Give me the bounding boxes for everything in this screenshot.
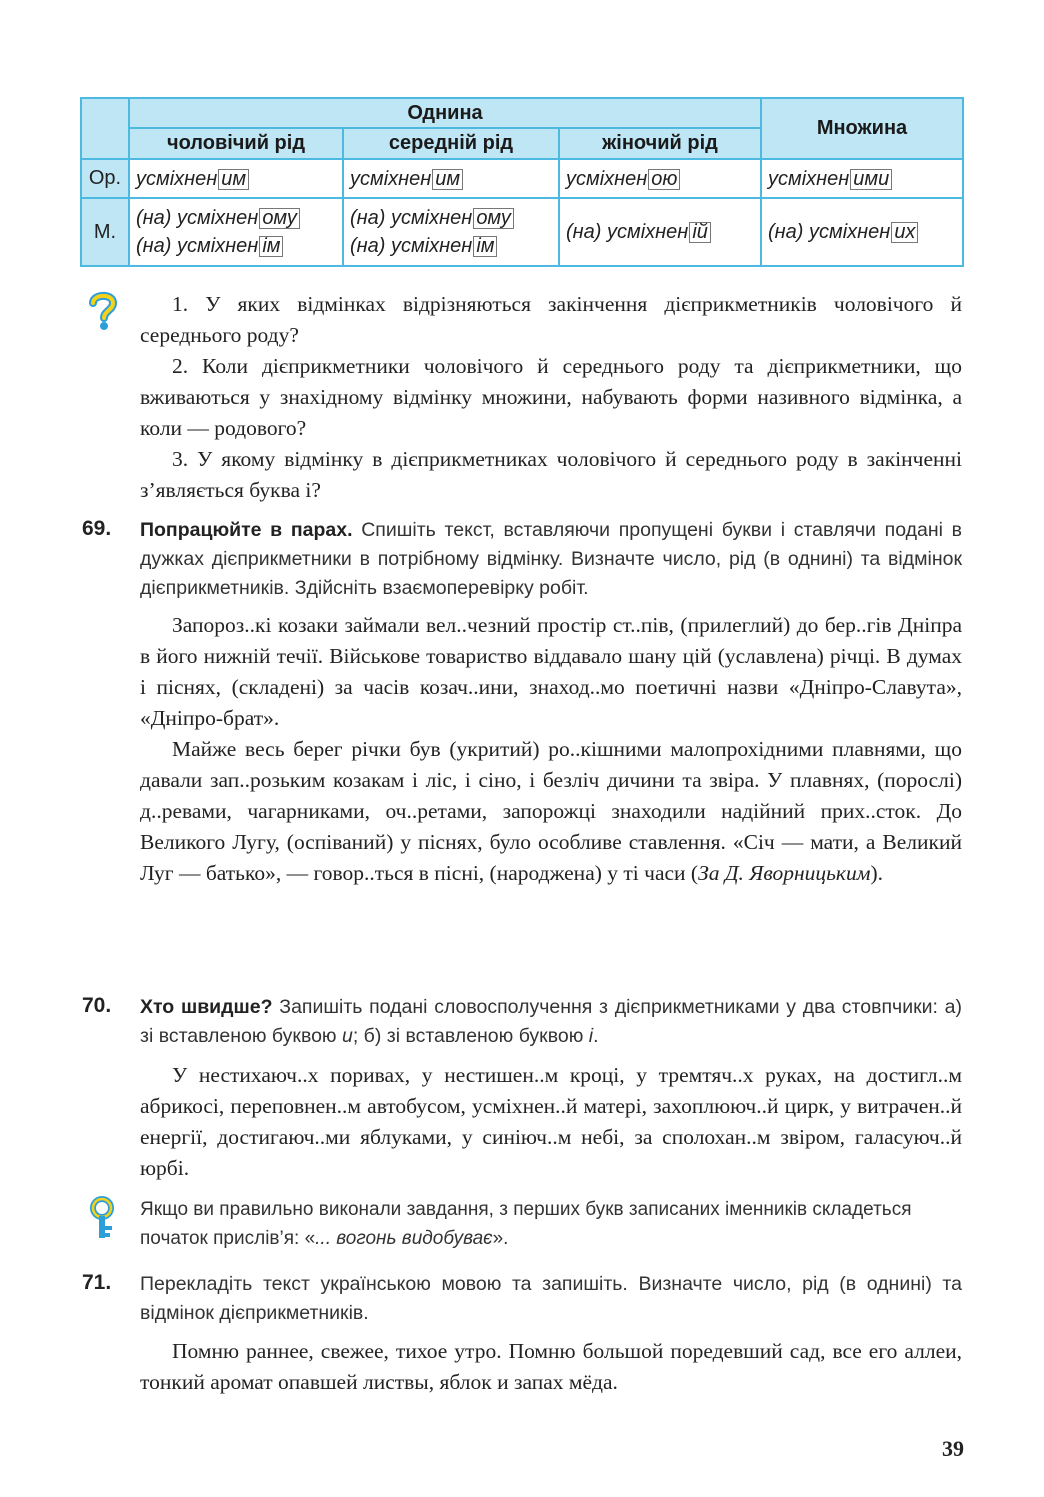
prep: (на) [350,207,392,229]
exercise-69-text [140,610,962,889]
exercise-70-title: Хто швидше? [140,996,273,1018]
cell-ins-fem [559,159,761,198]
note-end: ». [492,1228,509,1249]
prep: (на) [136,235,178,257]
key-icon [86,1196,122,1242]
header-masculine: чоловічий рід [129,128,343,159]
cell-loc-neut [343,198,559,266]
ending-box: ім [473,236,497,257]
page-number: 39 [942,1436,964,1461]
header-plural: Множина [761,98,963,159]
exercise-69-task [140,516,962,603]
hint-note [140,1195,962,1253]
source-author: За Д. Яворницьким [698,861,871,885]
declension-table [80,97,964,267]
question-mark-icon [86,290,120,332]
cell-ins-plural [761,159,963,198]
letter-y: и [341,1025,353,1047]
task-part: ; б) зі вставленою буквою [352,1025,589,1047]
prep: (на) [136,207,178,229]
exercise-71-number: 71. [82,1271,112,1294]
stem: усміхнен [350,167,432,190]
stem: усміхнен [177,235,259,257]
questions-block [140,289,962,506]
exercise-70-number: 70. [82,994,112,1017]
exercise-70-phrases: У нестихаюч..х поривах, у нестишен..м кроці, у тремтяч..х руках, на достигл..м абрикосі, переповнен..м автобусом, усміхнен..й матері, захоплююч..й цирк, у витрачен..й енергії, достигаюч..ми яблуками, у синіюч..м небі, за сполохан..м звіром, галасуюч..й юрбі. [140,1063,962,1180]
stem: усміхнен [607,221,689,243]
cell-ins-neut [343,159,559,198]
stem: усміхнен [391,235,473,257]
question-2: 2. Коли дієприкметники чоловічого й середнього роду та дієприкметники, що вживаються у знахідному відмінку множини, набувають форми називного відмінка, а коли — родового? [140,354,962,440]
exercise-69-paragraph-2 [140,734,962,889]
note-quote: ... вогонь видобуває [315,1228,493,1249]
exercise-69-number: 69. [82,517,112,540]
case-label: Ор. [81,159,129,198]
cell-loc-masc [129,198,343,266]
task-part: . [593,1025,599,1047]
question-1: 1. У яких відмінках відрізняються закінчення дієприкметників чоловічого й середнього роду? [140,292,962,347]
header-singular: Однина [129,98,761,128]
cell-loc-fem [559,198,761,266]
table-corner [81,98,129,159]
prep: (на) [350,235,392,257]
exercise-70-text [140,1060,962,1184]
ending-box: их [891,222,918,243]
ending-box: ому [473,208,514,229]
prep: (на) [566,221,608,243]
task-part: Запишіть подані словосполучення з дієприкметниками у два стовпчики: а) зі вставленою буквою [140,996,962,1047]
exercise-71-task: Перекладіть текст українською мовою та запишіть. Визначте число, рід (в однині) та відмінок дієприкметників. [140,1273,962,1324]
exercise-70-task [140,993,962,1051]
stem: усміхнен [391,207,473,229]
stem: усміхнен [566,167,648,190]
ending-box: ому [259,208,300,229]
cell-ins-masc [129,159,343,198]
note-text: Якщо ви правильно виконали завдання, з перших букв записаних іменників складеться початок прислів’я: « [140,1199,912,1249]
exercise-69-title: Попрацюйте в парах. [140,519,353,541]
exercise-71-text [140,1336,962,1398]
exercise-71-russian-text: Помню раннее, свежее, тихое утро. Помню большой поредевший сад, все его аллеи, тонкий аромат опавшей листвы, яблок и запах мёда. [140,1339,962,1394]
paragraph-text: Майже весь берег річки був (укритий) ро..кішними малопрохідними плавнями, що давали зап..розьким козакам і ліс, і сіно, і безліч дичини та звіра. У плавнях, (порослі) д..ревами, чагарниками, оч..ретами, запорожці знаходили надійний прих..сток. До Великого Лугу, (оспіваний) у піснях, було особливе ставлення. «Січ — мати, а Великий Луг — батько», — говор..ться в пісні, (народжена) у ті часи ( [140,737,962,885]
stem: усміхнен [136,167,218,190]
header-neuter: середній рід [343,128,559,159]
stem: усміхнен [177,207,259,229]
ending-box: ім [259,236,283,257]
exercise-69-paragraph-1: Запороз..кі козаки займали вел..чезний простір ст..пів, (прилеглий) до бер..гів Дніпра в його нижній течії. Військове товариство віддавало шану цій (уславлена) річці. В думах і піснях, (складені) за часів козач..ини, знаход..мо поетичні назви «Дніпро-Славута», «Дніпро-брат». [140,613,962,730]
prep: (на) [768,221,810,243]
ending-box: им [218,169,249,190]
paragraph-end: ). [870,861,883,885]
stem: усміхнен [768,167,850,190]
question-3: 3. У якому відмінку в дієприкметниках чоловічого й середнього роду в закінченні з’являється буква і? [140,447,962,502]
ending-box: им [432,169,463,190]
header-feminine: жіночий рід [559,128,761,159]
case-label: М. [81,198,129,266]
ending-box: ій [689,222,711,243]
ending-box: ими [850,169,892,190]
cell-loc-plural [761,198,963,266]
stem: усміхнен [809,221,891,243]
exercise-69-instructions: Спишіть текст, вставляючи пропущені букви і ставлячи подані в дужках дієприкметники в потрібному відмінку. Визначте число, рід (в однині) та відмінок дієприкметників. Здійсніть взаємоперевірку робіт. [140,519,962,599]
letter-i: і [588,1025,594,1047]
ending-box: ою [648,169,680,190]
